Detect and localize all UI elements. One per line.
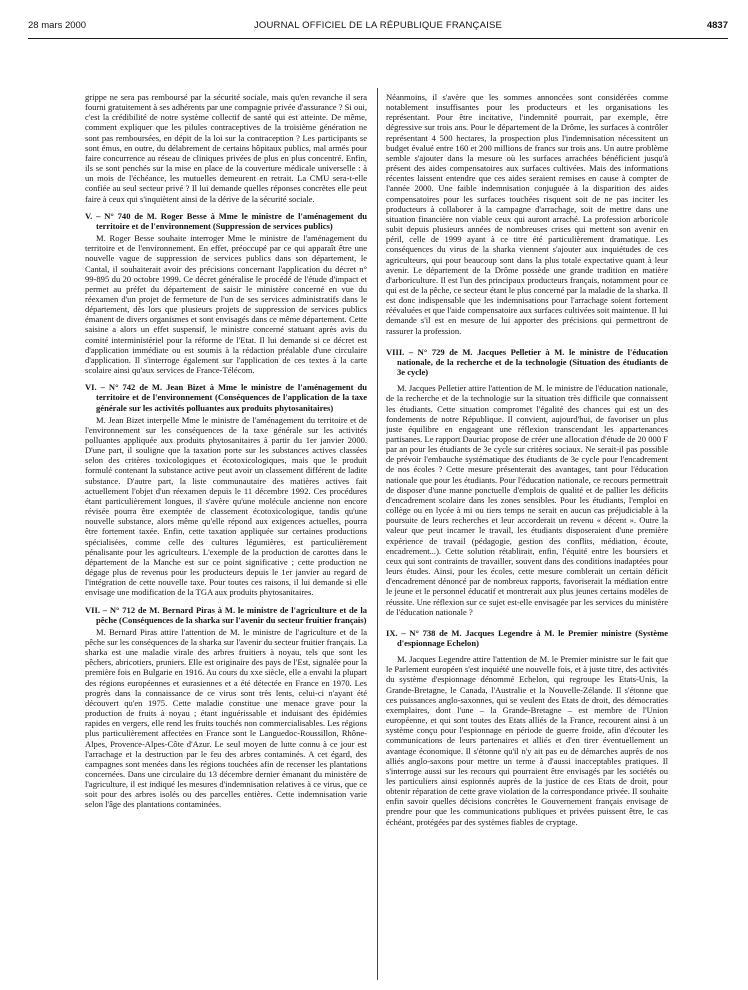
question-738-body: M. Jacques Legendre attire l'attention de M. le Premier ministre sur le fait que le Parlement européen s'est inquiété une nouvelle fois, et à juste titre, des activités du système d'espionnage dénommé Echelon, qui regroupe les Etats-Unis, la Grande-Bretagne, le Canada, l'Australie et la Nouvelle-Zélande. Il s'étonne que ces puissances anglo-saxonnes, qui se veulent des Etats de droit, des démocraties exemplaires, dont l'une – la Grande-Bretagne – est membre de l'Union européenne, et qui sont toutes des Etats alliés de la France, recourent ainsi à un système conçu pour l'espionnage en période de guerre froide, afin d'écouter les communications de leurs partenaires et alliés et d'en tirer éventuellement un avantage économique. Il s'étonne qu'il n'y ait pas eu de démarches auprès de nos alliés anglo-saxons pour mettre un terme à d'aussi inacceptables pratiques. Il s'interroge aussi sur les recours qui pourraient être envisagés par les sociétés ou les particuliers ainsi espionnés auprès de la justice de ces Etats de droit, pour obtenir réparation de cette grave violation de la correspondance privée. Il souhaite enfin savoir quelles décisions concrètes le Gouvernement français envisage de prendre pour que les communications publiques et privées puissent être, le cas échéant, protégées par des systèmes fiables de cryptage. (386, 654, 668, 827)
question-742-body: M. Jean Bizet interpelle Mme le ministre de l'aménagement du territoire et de l'environnement sur les conséquences de la taxe générale sur les activités polluantes appliquée aux produits phytosanitaires à partir du 1er janvier 2000. D'une part, il souligne que la taxation porte sur les substances actives classées selon des critères toxicologiques et écotoxicologiques, mais que le produit formulé contenant la substance active peut avoir un classement différent de ladite substance. D'autre part, la liste communautaire des matières actives fait actuellement l'objet d'un réexamen depuis le 11 décembre 1992. Ces procédures étant particulièrement longues, il s'avère qu'une molécule ancienne non encore révisée pourra être exemptée de classement écotoxicologique, tandis qu'une nouvelle substance, alors même qu'elle répond aux exigences actuelles, pourra être fortement taxée. Enfin, cette taxation appliquée sur certaines productions spécialisées, comme celle des cultures légumières, est particulièrement pénalisante pour les agriculteurs. L'exemple de la production de carottes dans le département de la Manche est sur ce point significative ; cette production ne dégage plus de revenus pour les producteurs depuis le 1er janvier au regard de l'intégration de cette nouvelle taxe. Pour toutes ces raisons, il lui demande si elle envisage une modification de la TGA aux produits phytosanitaires. (85, 414, 367, 598)
column-separator (377, 88, 378, 980)
question-740-title: V. – N° 740 de M. Roger Besse à Mme le ministre de l'aménagement du territoire et de l'environnement (Suppression de services publics) (85, 210, 367, 231)
right-column (386, 92, 668, 982)
header-page-number: 4837 (706, 20, 728, 31)
header-date: 28 mars 2000 (28, 20, 87, 31)
header-rule (28, 38, 728, 39)
continued-paragraph-right: Néanmoins, il s'avère que les sommes annoncées sont considérées comme notablement insuffisantes pour les producteurs et les organisations les représentant. Pour être incitative, l'indemnité pourrait, par exemple, être dégressive sur trois ans. Pour le département de la Drôme, les surfaces à contrôler représentant 4 500 hectares, la prospection plus l'indemnisation nécessitent un budget évalué entre 160 et 200 millions de francs sur trois ans. Un autre problème semble s'ajouter dans la mesure où les surfaces arrachées bénéficient jusqu'à présent des aides compensatoires aux surfaces cultivées. Mais des informations récentes laissent entendre que ces aides seraient remises en cause à compter de l'année 2000. Une faible indemnisation conjuguée à la disparition des aides compensatoires pour les surfaces touchées risquent soit de ne pas inciter les producteurs à collaborer à la campagne d'arrachage, soit de mettre dans une situation financière non viable ceux qui auront arraché. La profession arboricole subit depuis plusieurs années de nombreuses crises qui mettent son avenir en péril, celle de 1999 ayant à ce titre été particulièrement dramatique. Les conséquences du virus de la sharka viennent s'ajouter aux inquiétudes de ces agriculteurs, qui pour beaucoup sont dans la plus totale expectative quant à leur avenir. Le département de la Drôme possède une grande tradition en matière d'arboriculture. Il est l'un des principaux producteurs français, notamment pour ce qui est de la pêche, ce secteur étant le plus concerné par la maladie de la sharka. Il est donc indispensable que les indemnisations pour l'arrachage soient fortement réévaluées et que l'aide compensatoire aux surfaces cultivées soit maintenue. Il lui demande s'il est en mesure de lui apporter des précisions qui permettront de rassurer la profession. (386, 92, 668, 336)
question-742-title: VI. – N° 742 de M. Jean Bizet à Mme le ministre de l'aménagement du territoire et de l'environnement (Conséquences de l'application de la taxe générale sur les activités polluantes aux produits phytosanitaires) (85, 382, 367, 413)
question-729-body: M. Jacques Pelletier attire l'attention de M. le ministre de l'éducation nationale, de la recherche et de la technologie sur la situation très difficile que connaissent les étudiants. Cette situation compromet l'égalité des chances qui est un des fondements de notre République. Il convient, aujourd'hui, de favoriser un plus juste équilibre en engageant une réflexion transcendant les appartenances partisanes. Le rapport Dauriac propose de créer une allocation d'étude de 20 000 F par an pour les étudiants de 3e cycle sur critères sociaux. Ne serait-il pas possible de prévoir l'embauche systématique des étudiants de 3e cycle pour l'encadrement de nos écoles ? Cette mesure présenterait des avantages, tant pour l'éducation nationale que pour les étudiants. Pour l'éducation nationale, ce recours permettrait de disposer d'une manne ponctuelle d'emplois de qualité et de pallier les déficits d'encadrement scolaire dans les zones sensibles. Pour les étudiants, l'emploi en collège ou en lycée à mi ou tiers temps ne serait en aucun cas préjudiciable à la poursuite de leurs recherches et leur accorderait un revenu « décent ». Outre la valeur que peut incarner le travail, les étudiants disposeraient d'une première expérience de travail (pédagogie, gestion des conflits, médiation, écoute, encadrement...). Cette solution rétablirait, enfin, l'équité entre les boursiers et ceux qui sont contraints de travailler, souvent dans des conditions inadaptées pour leurs études. Ainsi, pour les écoles, cette mesure comblerait un certain déficit d'encadrement dénoncé par de nombreux rapports, favoriserait la médiation entre le jeune et le personnel éducatif et montrerait aux plus jeunes certains modèles de réussite. Une réflexion sur ce sujet est-elle envisagée par les services du ministère de l'éducation nationale ? (386, 383, 668, 617)
page-header (28, 20, 728, 36)
continued-paragraph: grippe ne sera pas remboursé par la sécurité sociale, mais qu'en revanche il sera fourni gratuitement à ses adhérents par une compagnie privée d'assurance ? Si oui, c'est la crédibilité de notre système collectif de santé qui est atteinte. De même, comment expliquer que les pilules contraceptives de la troisième génération ne sont pas remboursées, en dépit de la loi sur la contraception ? Les participants se sont émus, en outre, du délabrement de certains hôpitaux publics, mal armés pour faire concurrence au réseau de cliniques privées de plus en plus concentré. Enfin, ils se sont penchés sur la mise en place de la couverture médicale universelle : à un mois de l'échéance, les mutuelles demeurent en retrait. La CMU sera-t-elle confiée au seul secteur privé ? Il lui demande quelles réponses concrètes elle peut faire à ceux qui s'inquiètent ainsi de la dérive de la sécurité sociale. (85, 92, 367, 204)
question-712-title: VII. – N° 712 de M. Bernard Piras à M. le ministre de l'agriculture et de la pêche (Conséquences de la sharka sur l'avenir du secteur fruitier français) (85, 604, 367, 625)
question-712-body: M. Bernard Piras attire l'attention de M. le ministre de l'agriculture et de la pêche sur les conséquences de la sharka sur l'avenir du secteur fruitier français. La sharka est une maladie virale des arbres fruitiers à noyau, tels que sont les pêchers, abricotiers, pruniers. Elle est originaire des pays de l'Est, signalée pour la première fois en Bulgarie en 1916. Au cours du xxe siècle, elle a envahi la plupart des régions européennes et eurasiennes et a été détectée en France en 1970. Les progrès dans la connaissance de ce virus sont très lents, celui-ci n'ayant été découvert qu'en 1975. Cette maladie constitue une menace grave pour la production de fruits à noyau ; étant inguérissable et induisant des épidémies rapides en vergers, elle rend les fruits touchés non commercialisables. Les régions plus particulièrement affectées en France sont le Languedoc-Roussillon, Rhône-Alpes, Provence-Alpes-Côte d'Azur. Le seul moyen de lutte connu à ce jour est l'arrachage et la destruction par le feu des arbres contaminés. A cet égard, des campagnes sont menées dans les régions touchées afin de recenser les plantations concernées. Dans une circulaire du 13 décembre dernier émanant du ministère de l'agriculture, il est indiqué les mesures d'indemnisation relatives à ce virus, que ce soit pour des arbres isolés ou des parcelles entières. Cette indemnisation varie selon l'âge des plantations contaminées. (85, 626, 367, 810)
header-journal-title: JOURNAL OFFICIEL DE LA RÉPUBLIQUE FRANÇAISE (253, 20, 503, 31)
question-729-title: VIII. – N° 729 de M. Jacques Pelletier à M. le ministre de l'éducation nationale, de la recherche et de la technologie (Situation des étudiants de 3e cycle) (386, 346, 668, 378)
left-column (85, 92, 367, 982)
question-738-title: IX. – N° 738 de M. Jacques Legendre à M. le Premier ministre (Système d'espionnage Echelon) (386, 627, 668, 648)
question-740-body: M. Roger Besse souhaite interroger Mme le ministre de l'aménagement du territoire et de l'environnement. En effet, préoccupé par ce qui apparaît être une nouvelle vague de suppression de services publics dans son département, le Cantal, il souhaiterait avoir des précisions concernant l'application du décret n° 99-895 du 20 octobre 1999. Ce décret généralise le procédé de l'étude d'impact et permet au préfet du département de saisir le ministère concerné en vue du réexamen d'un projet de fermeture de l'un de ses services administratifs dans le département, dès lors que plusieurs projets de suppression de services publics émanent de divers organismes et sont envisagés dans ce même département. Cette saisine a alors un effet suspensif, le ministre concerné statuant après avis du comité interministériel pour la réforme de l'Etat. Il lui demande si ce décret est d'application immédiate ou est soumis à la rédaction préalable d'une circulaire d'application. Il s'interroge également sur l'application de ces textes à la carte scolaire ainsi qu'aux services de France-Télécom. (85, 233, 367, 376)
